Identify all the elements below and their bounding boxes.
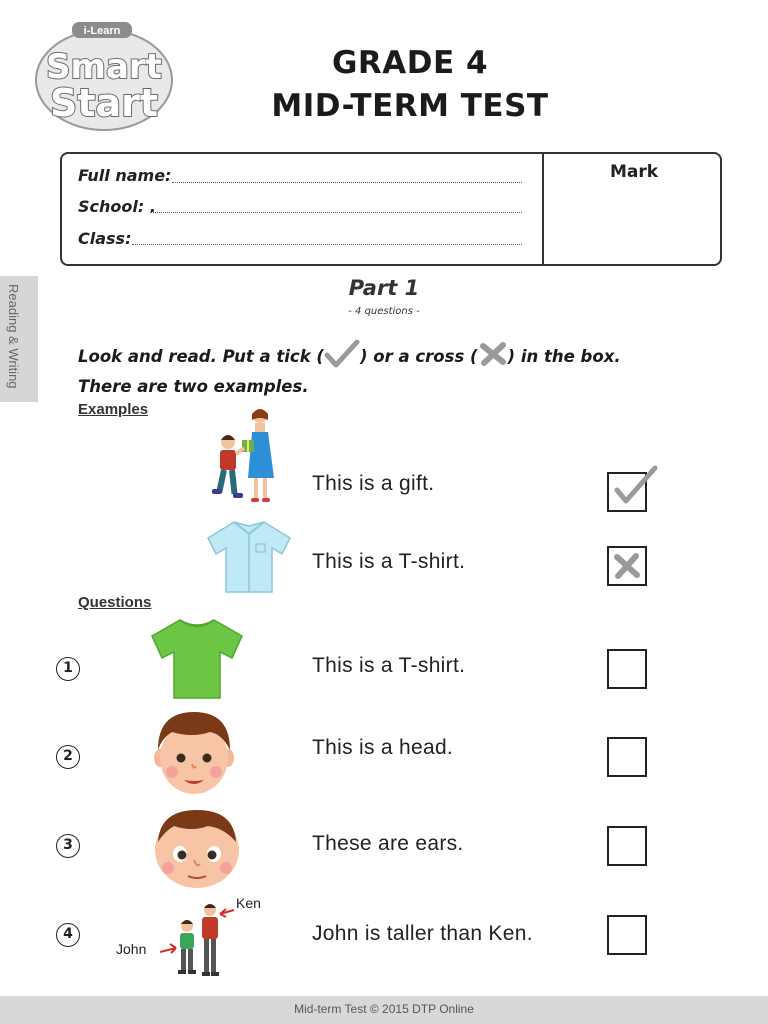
question-2-sentence: This is a head. <box>312 736 454 759</box>
logo-line1: Smart <box>46 47 162 87</box>
full-name-field[interactable] <box>172 182 522 183</box>
question-4-sentence: John is taller than Ken. <box>312 922 533 945</box>
title-grade: GRADE 4 <box>331 45 489 81</box>
cross-icon <box>478 341 508 374</box>
class-label: Class: <box>78 229 132 248</box>
tick-icon <box>324 340 360 375</box>
part-title: Part 1 <box>348 276 420 300</box>
question-3-number: 3 <box>56 834 80 858</box>
john-label: John <box>116 941 147 957</box>
questions-label: Questions <box>78 594 152 611</box>
title-test: MID-TERM TEST <box>271 88 549 124</box>
examples-label: Examples <box>78 401 149 418</box>
mark-label: Mark <box>609 162 659 182</box>
shirt-icon <box>206 518 292 598</box>
question-4-number: 4 <box>56 923 80 947</box>
school-label: School: . <box>78 197 156 216</box>
smart-start-logo <box>32 18 177 136</box>
question-1-sentence: This is a T-shirt. <box>312 654 466 677</box>
boy-head-icon <box>152 708 236 802</box>
example-1-answer-box[interactable] <box>607 472 647 512</box>
boy-face-icon <box>152 806 242 894</box>
example-2-answer-box[interactable] <box>607 546 647 586</box>
full-name-label: Full name: <box>78 166 172 185</box>
boy-giving-gift-icon <box>208 406 282 510</box>
tick-mark-icon <box>609 464 659 510</box>
example-2-sentence: This is a T-shirt. <box>312 550 466 573</box>
instructions-line2: There are two examples. <box>78 377 309 396</box>
questions-count: - 4 questions - <box>348 306 420 317</box>
logo-top-text: i-Learn <box>83 25 121 37</box>
question-2-answer-box[interactable] <box>607 737 647 777</box>
logo-line2: Start <box>49 81 159 125</box>
student-info-box <box>60 152 722 266</box>
section-side-tab <box>0 276 38 402</box>
instructions-part-b: ) or a cross ( <box>359 347 478 366</box>
question-3-answer-box[interactable] <box>607 826 647 866</box>
example-1-sentence: This is a gift. <box>312 472 435 495</box>
question-2-number: 2 <box>56 745 80 769</box>
class-field[interactable] <box>132 244 522 245</box>
question-1-answer-box[interactable] <box>607 649 647 689</box>
ken-label: Ken <box>236 895 261 911</box>
school-field[interactable] <box>150 212 522 213</box>
footer: Mid-term Test © 2015 DTP Online <box>0 996 768 1024</box>
side-tab-label: Reading & Writing <box>6 284 21 389</box>
instructions <box>78 340 678 399</box>
instructions-part-a: Look and read. Put a tick ( <box>78 347 324 366</box>
question-4-answer-box[interactable] <box>607 915 647 955</box>
question-1-number: 1 <box>56 657 80 681</box>
cross-mark-icon <box>609 548 645 584</box>
green-tshirt-icon <box>150 616 244 704</box>
instructions-part-c: ) in the box. <box>507 347 621 366</box>
question-3-sentence: These are ears. <box>312 832 464 855</box>
